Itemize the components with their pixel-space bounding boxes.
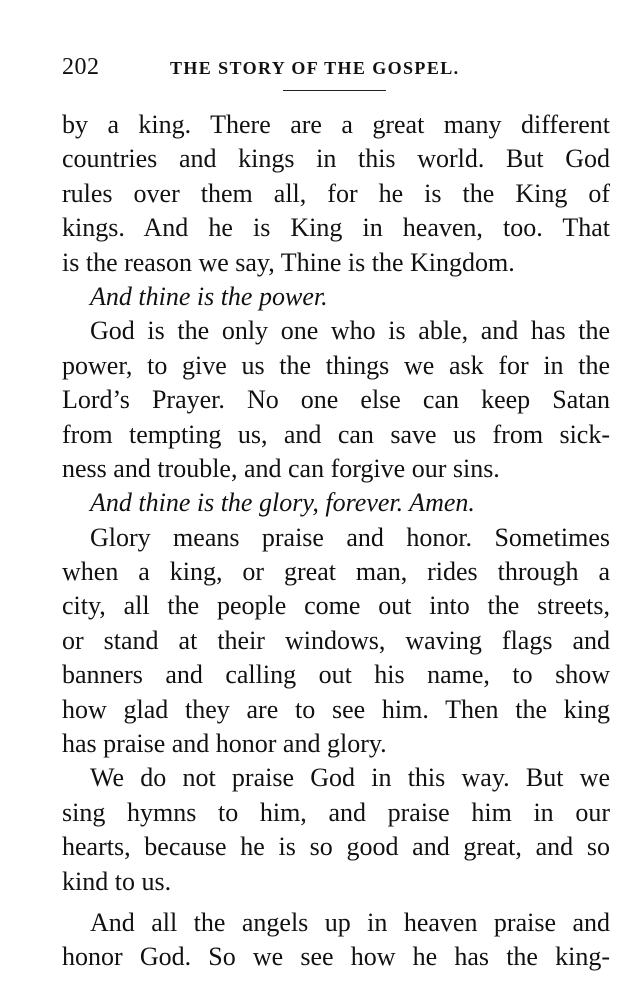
body-text bbox=[62, 108, 610, 975]
text-line: Glory means praise and honor. Sometimes bbox=[90, 522, 610, 552]
text-line: hearts, because he is so good and great, and so bbox=[62, 832, 610, 862]
running-title: THE STORY OF THE GOSPEL. bbox=[170, 58, 460, 78]
text-line: has praise and honor and glory. bbox=[62, 729, 387, 759]
italic-heading-power: And thine is the power. bbox=[90, 281, 328, 311]
text-line: We do not praise God in this way. But we bbox=[90, 763, 610, 793]
text-line: kings. And he is King in heaven, too. That bbox=[62, 213, 610, 243]
text-line: sing hymns to him, and praise him in our bbox=[62, 797, 610, 827]
header-rule bbox=[283, 90, 386, 91]
text-line: And all the angels up in heaven praise and bbox=[90, 907, 610, 937]
text-line: Lord’s Prayer. No one else can keep Satan bbox=[62, 385, 610, 415]
text-line: city, all the people come out into the streets, bbox=[62, 591, 610, 621]
page-number: 202 bbox=[62, 54, 100, 80]
text-line: by a king. There are a great many different bbox=[62, 110, 610, 139]
text-line: how glad they are to see him. Then the king bbox=[62, 694, 610, 724]
text-line: countries and kings in this world. But God bbox=[62, 144, 610, 174]
text-line: when a king, or great man, rides through a bbox=[62, 557, 610, 587]
text-line: power, to give us the things we ask for in the bbox=[62, 350, 610, 380]
text-line: ness and trouble, and can forgive our sins. bbox=[62, 453, 500, 483]
text-line: is the reason we say, Thine is the Kingdom. bbox=[62, 247, 515, 277]
text-line: banners and calling out his name, to show bbox=[62, 660, 610, 690]
text-line: rules over them all, for he is the King of bbox=[62, 178, 610, 208]
text-line: or stand at their windows, waving flags and bbox=[62, 625, 610, 655]
italic-heading-glory: And thine is the glory, forever. Amen. bbox=[90, 488, 475, 518]
text-line: from tempting us, and can save us from sick- bbox=[62, 419, 610, 449]
text-line: kind to us. bbox=[62, 866, 172, 896]
page-header bbox=[62, 54, 610, 84]
text-line: honor God. So we see how he has the king- bbox=[62, 942, 610, 972]
text-line: God is the only one who is able, and has the bbox=[90, 316, 610, 346]
